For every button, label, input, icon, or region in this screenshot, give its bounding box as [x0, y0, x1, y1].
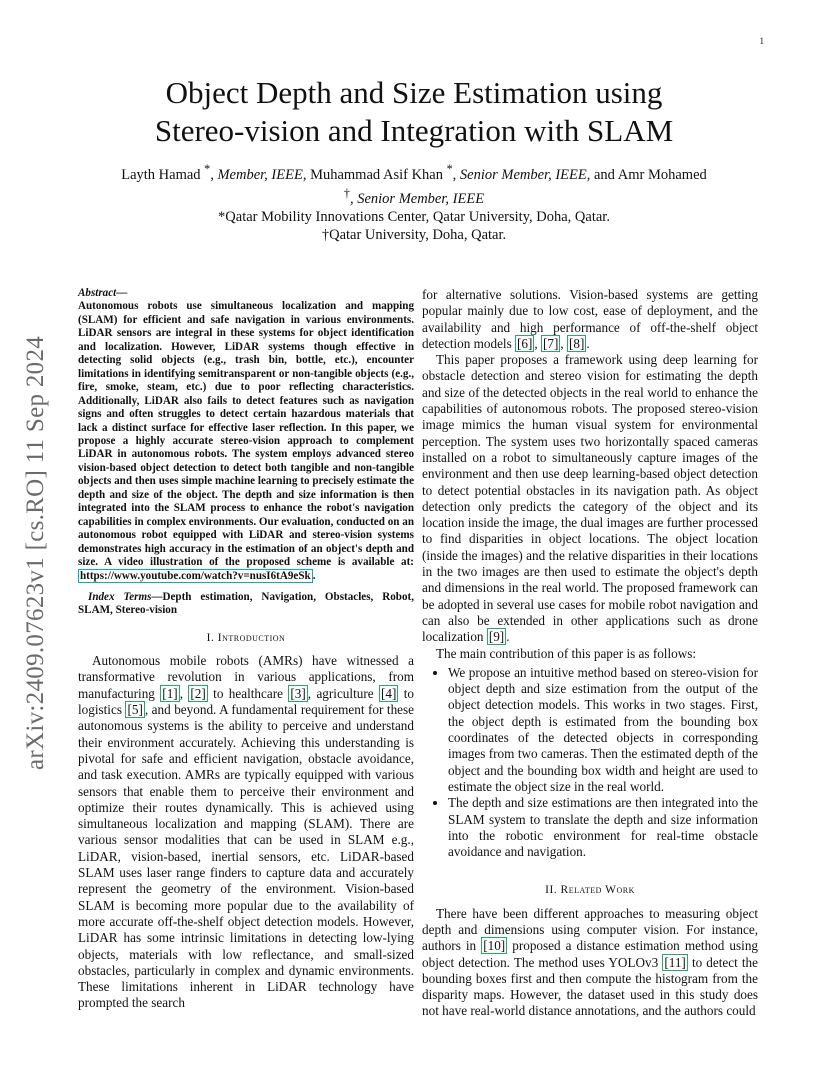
- right-text-2: This paper proposes a framework using deep learning for obstacle detection and stereo vision for estimating the depth and size of the detected objects in the real world to enhance the capabilities of autonomous robots. The proposed stereo-vision image mimics the human visual system for environmental perception. The system uses two horizontally spaced cameras installed on a robot to simultaneously capture images of the environment and then use deep learning-based object detection to detect potential obstacles in its navigation path. As object detection only predicts the category of the object and its location inside the image, the dual images are further processed to find disparities in object locations. The object location (inside the images) and the relative disparities in their locations in the two images are then used to estimate the object's depth and dimensions in the real world. The proposed framework can be adopted in several use cases for mobile robot navigation and can also be extended in other applications such as drone localization: [422, 352, 758, 645]
- right-text-1: for alternative solutions. Vision-based systems are getting popular mainly due to low cost, ease of deployment, and the availability and high performance of off-the-shelf object detection models: [422, 287, 758, 351]
- section-2-heading: [422, 882, 758, 898]
- related-text-2: proposed a distance estimation method using object detection. The method uses YOLOv3: [422, 938, 759, 970]
- citation-3[interactable]: [3]: [290, 685, 306, 701]
- section-2-title: Related Work: [560, 884, 635, 897]
- related-text-1: There have been different approaches to measuring object depth and dimensions using computer vision. For instance, authors in: [422, 905, 758, 954]
- author-line: Layth Hamad *, Member, IEEE, Muhammad Asif Khan *, Senior Member, IEEE, and Amr Mohamed: [121, 162, 707, 183]
- author-1-role: Member, IEEE,: [217, 166, 307, 183]
- paper-title: [0, 74, 828, 150]
- citation-10[interactable]: [10]: [483, 938, 506, 954]
- citation-7[interactable]: [7]: [543, 335, 559, 351]
- right-paragraph-3: The main contribution of this paper is as follows:: [436, 645, 697, 661]
- section-1-heading: [78, 630, 414, 646]
- intro-paragraph: [78, 653, 414, 1012]
- intro-text-6: , and beyond. A fundamental requirement for these autonomous systems is the ability to perceive and understand their environment accurately. Achieving this understanding is pivotal for safe and efficient navigation, obstacle avoidance, and task execution. AMRs are typically equipped with various sensors that enable them to perceive their environment and optimize their routes dynamically. This is achieved using simultaneous localization and mapping (SLAM). There are various sensor modalities that can be used in SLAM e.g., LiDAR, vision-based, inertial sensors, etc. LiDAR-based SLAM uses laser range finders to capture data and accurately represent the geometry of the environment. Vision-based SLAM is becoming more popular due to the availability of more accurate off-the-shelf object detection models. However, LiDAR has some intrinsic limitations in detecting low-lying objects, materials with low reflectance, and small-sized obstacles, particularly in complex and dynamic environments. These limitations inherent in LiDAR technology have prompted the search: [78, 702, 415, 1011]
- intro-text-2: ,: [179, 685, 183, 701]
- affiliation-1: *Qatar Mobility Innovations Center, Qatar University, Doha, Qatar.: [218, 208, 610, 225]
- author-2: Muhammad Asif Khan: [310, 166, 443, 183]
- title-line-1: Object Depth and Size Estimation using: [165, 75, 663, 110]
- section-1-title: Introduction: [217, 631, 286, 644]
- right-paragraph-1: for alternative solutions. Vision-based systems are getting popular mainly due to low cost, ease of deployment, and the availability and high performance of off-the-shelf object detection models [6] , [7] , [8] .: [422, 287, 758, 351]
- citation-2[interactable]: [2]: [190, 685, 206, 701]
- related-work-paragraph: [422, 906, 758, 1020]
- author-1: Layth Hamad: [121, 166, 201, 183]
- author-2-role: Senior Member, IEEE,: [459, 166, 591, 183]
- abstract: [78, 287, 414, 583]
- intro-text-1: Autonomous mobile robots (AMRs) have witnessed a transformative revolution in various applications, from manufacturing: [78, 653, 414, 701]
- author-3: and Amr Mohamed: [594, 166, 707, 183]
- index-terms-text: —Depth estimation, Navigation, Obstacles, Robot, SLAM, Stereo-vision: [78, 590, 414, 617]
- title-line-2: Stereo-vision and Integration with SLAM: [154, 113, 674, 148]
- intro-text-4: , agriculture: [307, 685, 374, 701]
- abstract-text: Autonomous robots use simultaneous localization and mapping (SLAM) for efficient and safe navigation in various environments. LiDAR sensors are integral in these systems for object identification and localization. However, LiDAR systems though effective in detecting solid objects (e.g., trash bin, bottle, etc.), encounter limitations in identifying semitransparent or non-tangible objects (e.g., fire, smoke, steam, etc.) due to poor reflecting characteristics. Additionally, LiDAR also fails to detect features such as navigation signs and often struggles to detect certain hazardous materials that lack a distinct surface for effective laser reflection. In this paper, we propose a highly accurate stereo-vision approach to complement LiDAR in autonomous robots. The system employs advanced stereo vision-based object detection to detect both tangible and non-tangible objects and then uses simple machine learning to precisely estimate the depth and size of the object. The depth and size information is then integrated into the SLAM process to enhance the robot's navigation capabilities in complex environments. Our evaluation, conducted on an autonomous robot equipped with LiDAR and stereo-vision systems demonstrates high accuracy in the estimation of an object's depth and size. A video illustration of the proposed scheme is available at:: [78, 300, 414, 569]
- intro-text-5: to logistics: [78, 685, 415, 718]
- citation-11[interactable]: [11]: [664, 954, 686, 970]
- left-column: [78, 287, 414, 1012]
- citation-4[interactable]: [4]: [380, 685, 397, 701]
- author-3-role: Senior Member, IEEE: [357, 190, 485, 207]
- abstract-label: Abstract—: [78, 287, 128, 299]
- video-link[interactable]: https://www.youtube.com/watch?v=nusI6tA9eSk: [80, 569, 311, 582]
- related-text-3: to detect the bounding boxes first and then compute the histogram from the disparity maps. However, the dataset used in this study does not have real-world distance annotations, and the authors could: [422, 954, 758, 1019]
- index-terms-label: Index Terms: [88, 590, 152, 603]
- index-terms: [78, 591, 414, 618]
- citation-6[interactable]: [6]: [517, 335, 533, 351]
- page-number: 1: [759, 36, 764, 46]
- arxiv-stamp: arXiv:2409.07623v1 [cs.RO] 11 Sep 2024: [22, 335, 49, 770]
- intro-text-3: to healthcare: [213, 685, 283, 701]
- right-column: [422, 287, 758, 1020]
- list-item: • The depth and size estimations are then integrated into the SLAM system to translate the depth and size information into the robotic environment for real-time obstacle avoidance and navigation.: [448, 795, 758, 860]
- citation-9[interactable]: [9]: [488, 629, 505, 645]
- right-paragraph-2: This paper proposes a framework using deep learning for obstacle detection and stereo vision for estimating the depth and size of the detected objects in the real world to enhance the capabilities of autonomous robots. The proposed stereo-vision image mimics the human visual system for environmental perception. The system uses two horizontally spaced cameras installed on a robot to simultaneously capture images of the environment and then use deep learning-based object detection to detect potential obstacles in its navigation path. As object detection only predicts the category of the object and its location inside the image, the dual images are further processed to find disparities in object locations. The object location (inside the images) and the relative disparities in their locations in the two images are then used to estimate the object's depth and dimensions in the real world. The proposed framework can be adopted in several use cases for mobile robot navigation and can also be extended in other applications such as drone localization [9] .: [422, 352, 758, 645]
- contribution-list: [422, 665, 758, 861]
- section-1-number: I.: [206, 631, 215, 644]
- citation-5[interactable]: [5]: [127, 702, 143, 718]
- citation-8[interactable]: [8]: [569, 335, 585, 351]
- author-3-role-line: †, Senior Member, IEEE: [343, 185, 485, 207]
- author-block: [80, 160, 748, 244]
- list-item: • We propose an intuitive method based on stereo-vision for object depth and size estimation from the output of the object detection models. This works in two stages. First, the object depth is estimated from the bounding box coordinates of the detected objects in corresponding images from two cameras. Then the estimated depth of the object and the bounding box width and height are used to estimate the object size in the real world.: [448, 665, 758, 795]
- citation-1[interactable]: [1]: [162, 685, 178, 701]
- affiliation-2: †Qatar University, Doha, Qatar.: [321, 226, 507, 243]
- abstract-end: .: [312, 569, 316, 582]
- section-2-number: II.: [545, 884, 558, 897]
